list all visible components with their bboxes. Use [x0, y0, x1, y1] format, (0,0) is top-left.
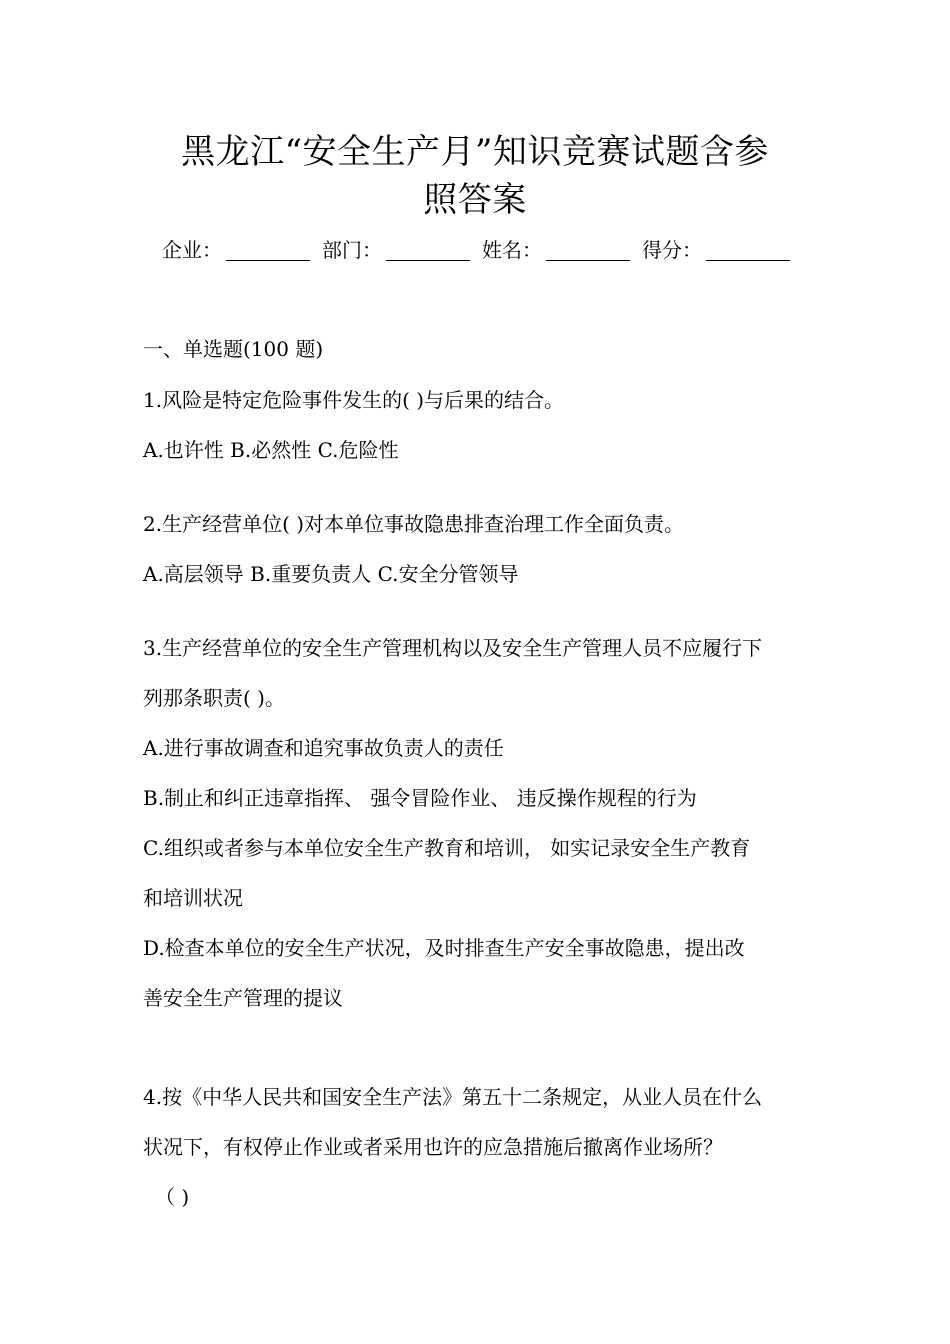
- department-blank: [386, 238, 470, 261]
- company-label: 企业：: [162, 238, 222, 262]
- question-3-option-a: A.进行事故调查和追究事故负责人的责任: [143, 736, 504, 760]
- question-4-stem-line-2: 状况下，有权停止作业或者采用也许的应急措施后撤离作业场所？: [143, 1135, 723, 1159]
- question-2-stem: 2.生产经营单位( )对本单位事故隐患排查治理工作全面负责。: [143, 512, 685, 536]
- title-line-2: 照答案: [423, 180, 527, 220]
- question-3-option-d-line-2: 善安全生产管理的提议: [143, 986, 343, 1010]
- question-3-option-c-line-2: 和培训状况: [143, 886, 243, 910]
- question-4-answer-blank: （ ): [155, 1185, 190, 1209]
- section-heading: 一、单选题(100 题): [143, 337, 324, 361]
- score-blank: [706, 238, 790, 261]
- document-title: [150, 128, 800, 224]
- question-3-option-c-line-1: C.组织或者参与本单位安全生产教育和培训， 如实记录安全生产教育: [143, 836, 751, 860]
- company-blank: [226, 238, 310, 261]
- question-2-options: A.高层领导 B.重要负责人 C.安全分管领导: [143, 562, 519, 586]
- name-blank: [546, 238, 630, 261]
- question-3-option-b: B.制止和纠正违章指挥、 强令冒险作业、 违反操作规程的行为: [143, 786, 697, 810]
- info-fields-row: [162, 234, 802, 266]
- score-label: 得分：: [642, 238, 702, 262]
- question-1-stem: 1.风险是特定危险事件发生的( )与后果的结合。: [143, 388, 565, 412]
- department-label: 部门：: [322, 238, 382, 262]
- title-line-1: 黑龙江“安全生产月”知识竞赛试题含参: [181, 132, 769, 172]
- question-4-stem-line-1: 4.按《中华人民共和国安全生产法》第五十二条规定，从业人员在什么: [143, 1085, 763, 1109]
- name-label: 姓名：: [482, 238, 542, 262]
- question-3-option-d-line-1: D.检查本单位的安全生产状况，及时排查生产安全事故隐患，提出改: [143, 936, 745, 960]
- question-3-stem-line-1: 3.生产经营单位的安全生产管理机构以及安全生产管理人员不应履行下: [143, 636, 763, 660]
- question-1-options: A.也许性 B.必然性 C.危险性: [143, 438, 399, 462]
- question-3-stem-line-2: 列那条职责( )。: [143, 686, 285, 710]
